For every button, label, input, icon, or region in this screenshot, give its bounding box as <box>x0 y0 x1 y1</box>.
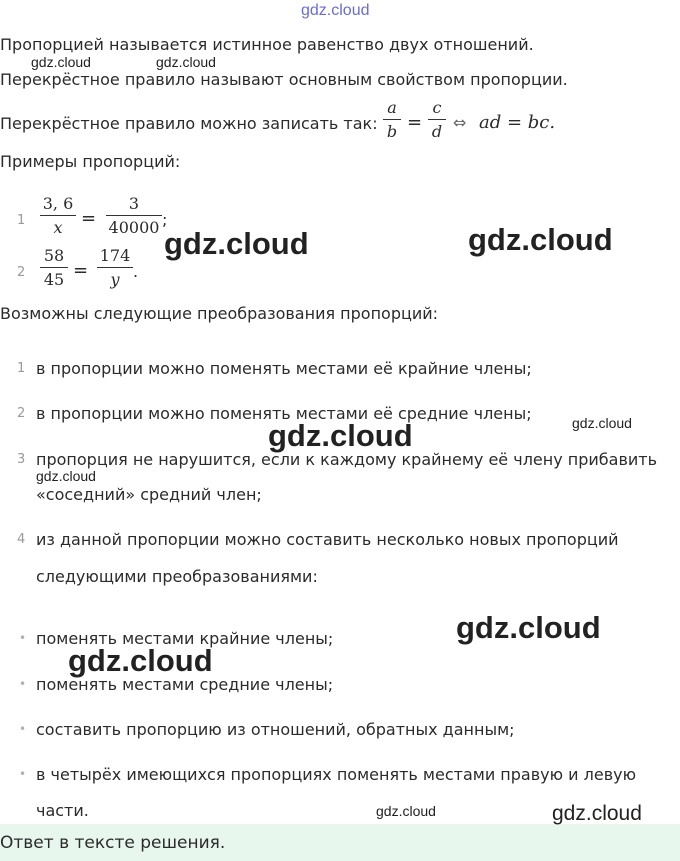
watermark: gdz.cloud <box>468 222 613 257</box>
list-item-number: 3 <box>17 452 26 467</box>
denominator: 45 <box>43 270 65 289</box>
example-1-fraction-right <box>106 194 162 237</box>
cross-rule-formula-line <box>0 114 378 134</box>
equals-sign: = <box>81 208 97 229</box>
watermark: gdz.cloud <box>36 468 96 484</box>
definition-text: Пропорцией называется истинное равенство двух отношений. <box>0 35 534 54</box>
fraction-c-d <box>428 98 446 141</box>
equals-sign: = <box>73 260 89 281</box>
example-number: 2 <box>17 265 26 280</box>
list-item-text: «соседний» средний член; <box>36 485 262 504</box>
numerator: 174 <box>99 246 131 265</box>
sub-list-item: поменять местами средние члены; <box>36 675 334 694</box>
denominator: 40000 <box>108 218 160 237</box>
transforms-title: Возможны следующие преобразования пропорций: <box>0 304 439 323</box>
denominator: x <box>53 218 63 237</box>
answer-text: Ответ в тексте решения. <box>0 833 226 853</box>
denominator-b: b <box>386 122 398 141</box>
example-number: 1 <box>17 213 26 228</box>
fraction-bar <box>97 267 133 268</box>
list-item-number: 1 <box>17 361 26 376</box>
watermark: gdz.cloud <box>31 54 91 70</box>
denominator: y <box>110 270 120 289</box>
list-item-number: 2 <box>17 406 26 421</box>
list-item-number: 4 <box>17 532 26 547</box>
example-tail: ; <box>162 210 168 229</box>
watermark: gdz.cloud <box>376 803 436 819</box>
sub-list-item: поменять местами крайние члены; <box>36 629 334 648</box>
example-2-fraction-left <box>40 246 68 289</box>
numerator-a: a <box>387 98 397 117</box>
numerator: 3, 6 <box>42 194 74 213</box>
formula-rhs: ad = bc. <box>479 112 556 133</box>
sub-list-item: в четырёх имеющихся пропорциях поменять местами правую и левую <box>36 765 637 784</box>
bullet-icon: • <box>19 677 27 691</box>
iff-sign: ⇔ <box>453 113 467 132</box>
list-item-text: пропорция не нарушится, если к каждому крайнему её члену прибавить <box>36 450 658 469</box>
watermark: gdz.cloud <box>156 54 216 70</box>
denominator-d: d <box>431 122 443 141</box>
fraction-bar <box>428 119 446 120</box>
header-watermark: gdz.cloud <box>301 2 370 19</box>
example-1-fraction-left <box>40 194 76 237</box>
bullet-icon: • <box>19 722 27 736</box>
numerator-c: c <box>432 98 442 117</box>
example-tail: . <box>133 262 139 281</box>
equals-sign: = <box>407 112 423 133</box>
example-2-fraction-right <box>97 246 133 289</box>
numerator: 3 <box>128 194 140 213</box>
watermark: gdz.cloud <box>68 643 213 678</box>
cross-rule-prefix: Перекрёстное правило можно записать так: <box>0 114 378 133</box>
list-item-text: из данной пропорции можно составить несколько новых пропорций <box>36 530 619 549</box>
watermark: gdz.cloud <box>268 418 413 453</box>
fraction-bar <box>383 119 401 120</box>
watermark: gdz.cloud <box>456 610 601 645</box>
sub-list-item: части. <box>36 801 89 820</box>
numerator: 58 <box>43 246 65 265</box>
fraction-a-b <box>383 98 401 141</box>
answer-bar <box>0 824 680 861</box>
watermark: gdz.cloud <box>552 802 642 825</box>
list-item-text: в пропорции можно поменять местами её средние члены; <box>36 404 532 423</box>
fraction-bar <box>40 215 76 216</box>
bullet-icon: • <box>19 631 27 645</box>
fraction-bar <box>106 215 162 216</box>
sub-list-item: составить пропорцию из отношений, обратных данным; <box>36 720 515 739</box>
fraction-bar <box>40 267 68 268</box>
cross-rule-text: Перекрёстное правило называют основным свойством пропорции. <box>0 70 568 89</box>
examples-title: Примеры пропорций: <box>0 152 181 171</box>
bullet-icon: • <box>19 767 27 781</box>
list-item-text: в пропорции можно поменять местами её крайние члены; <box>36 359 532 378</box>
list-item-text: следующими преобразованиями: <box>36 567 318 586</box>
watermark: gdz.cloud <box>164 226 309 261</box>
watermark: gdz.cloud <box>572 415 632 431</box>
